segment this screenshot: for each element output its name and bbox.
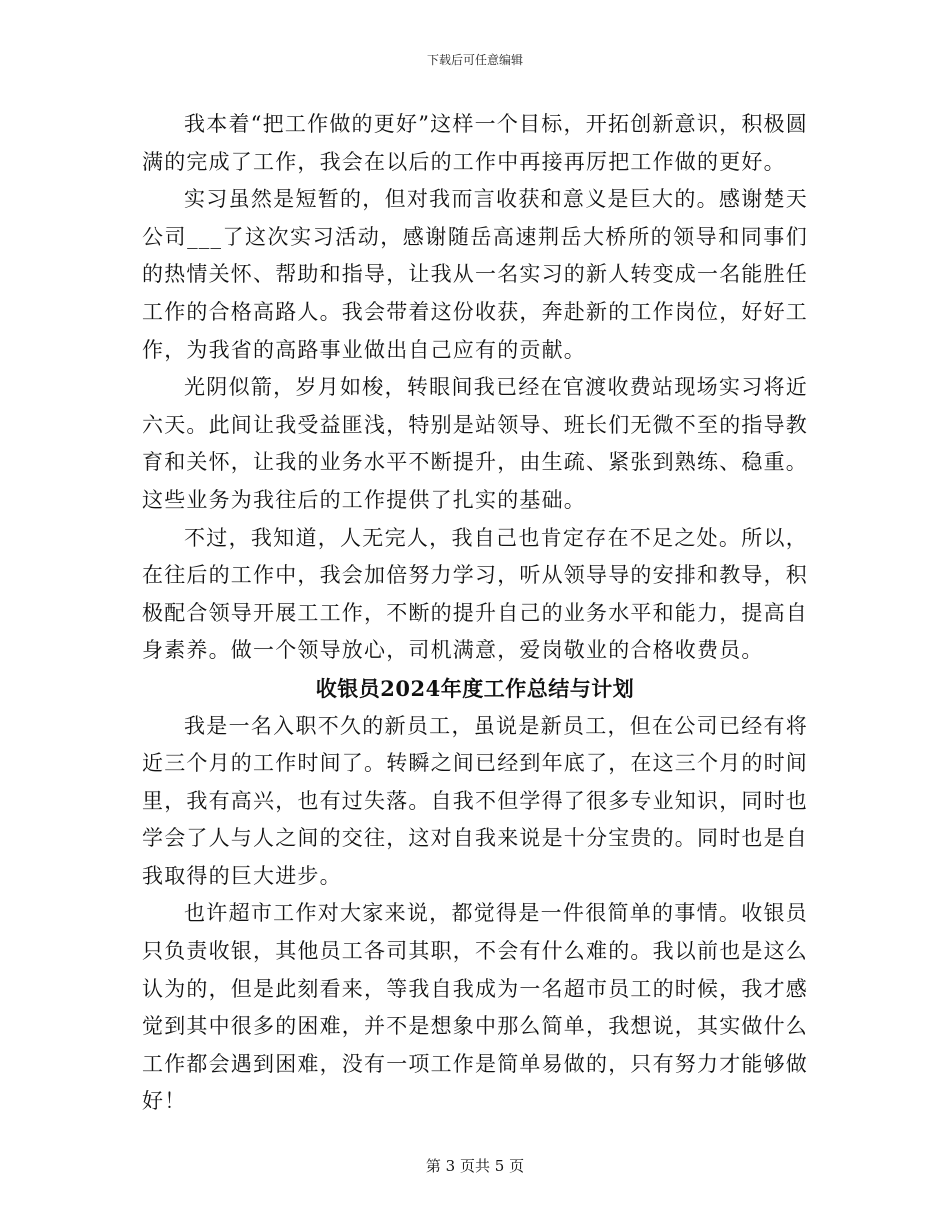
paragraph-4: 不过，我知道，人无完人，我自己也肯定存在不足之处。所以，在往后的工作中，我会加倍努力学习，听从领导导的安排和教导，积极配合领导开展工工作，不断的提升自己的业务水平和能力，提高自身素养。做一个领导放心，司机满意，爱岗敬业的合格收费员。 [142,525,808,663]
paragraph-5: 我是一名入职不久的新员工，虽说是新员工，但在公司已经有将近三个月的工作时间了。转瞬之间已经到年底了，在这三个月的时间里，我有高兴，也有过失落。自我不但学得了很多专业知识，同时也学会了人与人之间的交往，这对自我来说是十分宝贵的。同时也是自我取得的巨大进步。 [142,713,808,888]
section-title: 收银员2024年度工作总结与计划 [315,675,635,701]
paragraph-3: 光阴似箭，岁月如梭，转眼间我已经在官渡收费站现场实习将近六天。此间让我受益匪浅，特别是站领导、班长们无微不至的指导教育和关怀，让我的业务水平不断提升，由生疏、紧张到熟练、稳重。这些业务为我往后的工作提供了扎实的基础。 [142,375,808,512]
paragraph-2: 实习虽然是短暂的，但对我而言收获和意义是巨大的。感谢楚天公司___了这次实习活动，感谢随岳高速荆岳大桥所的领导和同事们的热情关怀、帮助和指导，让我从一名实习的新人转变成一名能胜任工作的合格高路人。我会带着这份收获，奔赴新的工作岗位，好好工作，为我省的高路事业做出自己应有的贡献。 [142,187,808,362]
document-body [142,106,808,1121]
paragraph-6: 也许超市工作对大家来说，都觉得是一件很简单的事情。收银员只负责收银，其他员工各司其职，不会有什么难的。我以前也是这么认为的，但是此刻看来，等我自我成为一名超市员工的时候，我才感觉到其中很多的困难，并不是想象中那么简单，我想说，其实做什么工作都会遇到困难，没有一项工作是简单易做的，只有努力才能够做好！ [142,901,808,1114]
page-header: 下载后可任意编辑 [426,53,523,67]
paragraph-1: 我本着“把工作做的更好”这样一个目标，开拓创新意识，积极圆满的完成了工作，我会在以后的工作中再接再厉把工作做的更好。 [142,112,808,174]
page-number: 第 3 页共 5 页 [425,1157,525,1175]
